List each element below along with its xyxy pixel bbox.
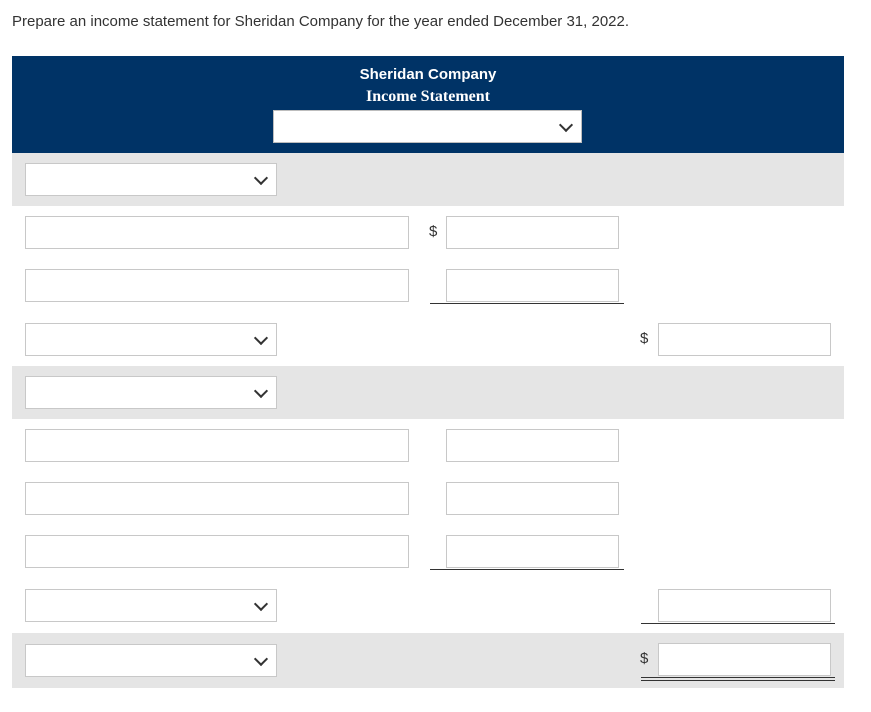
total-input-4[interactable] [658,323,831,356]
statement-title: Income Statement [366,88,490,105]
double-underline-top [641,677,835,678]
double-underline-bottom [641,680,835,681]
period-select[interactable] [273,110,582,143]
line-item-input-2[interactable] [25,216,409,249]
chevron-down-icon [559,118,573,132]
currency-symbol: $ [429,223,438,240]
line-item-select-10[interactable] [25,644,277,677]
chevron-down-icon [254,652,268,666]
line-item-input-3[interactable] [25,269,409,302]
instructions-text: Prepare an income statement for Sheridan Company for the year ended December 31, 2022. [12,13,630,30]
currency-symbol: $ [640,650,649,667]
line-item-input-7[interactable] [25,482,409,515]
total-underline [641,623,835,624]
line-item-input-6[interactable] [25,429,409,462]
line-item-input-8[interactable] [25,535,409,568]
amount-input-3[interactable] [446,269,619,302]
amount-input-6[interactable] [446,429,619,462]
chevron-down-icon [254,171,268,185]
amount-input-2[interactable] [446,216,619,249]
line-item-select-5[interactable] [25,376,277,409]
chevron-down-icon [254,384,268,398]
amount-input-7[interactable] [446,482,619,515]
line-item-select-4[interactable] [25,323,277,356]
total-input-9[interactable] [658,589,831,622]
subtotal-underline [430,303,624,304]
line-item-select-1[interactable] [25,163,277,196]
amount-input-8[interactable] [446,535,619,568]
company-name: Sheridan Company [359,66,497,83]
chevron-down-icon [254,331,268,345]
subtotal-underline [430,569,624,570]
line-item-select-9[interactable] [25,589,277,622]
net-total-input[interactable] [658,643,831,676]
currency-symbol: $ [640,330,649,347]
statement-header [12,56,844,153]
chevron-down-icon [254,597,268,611]
